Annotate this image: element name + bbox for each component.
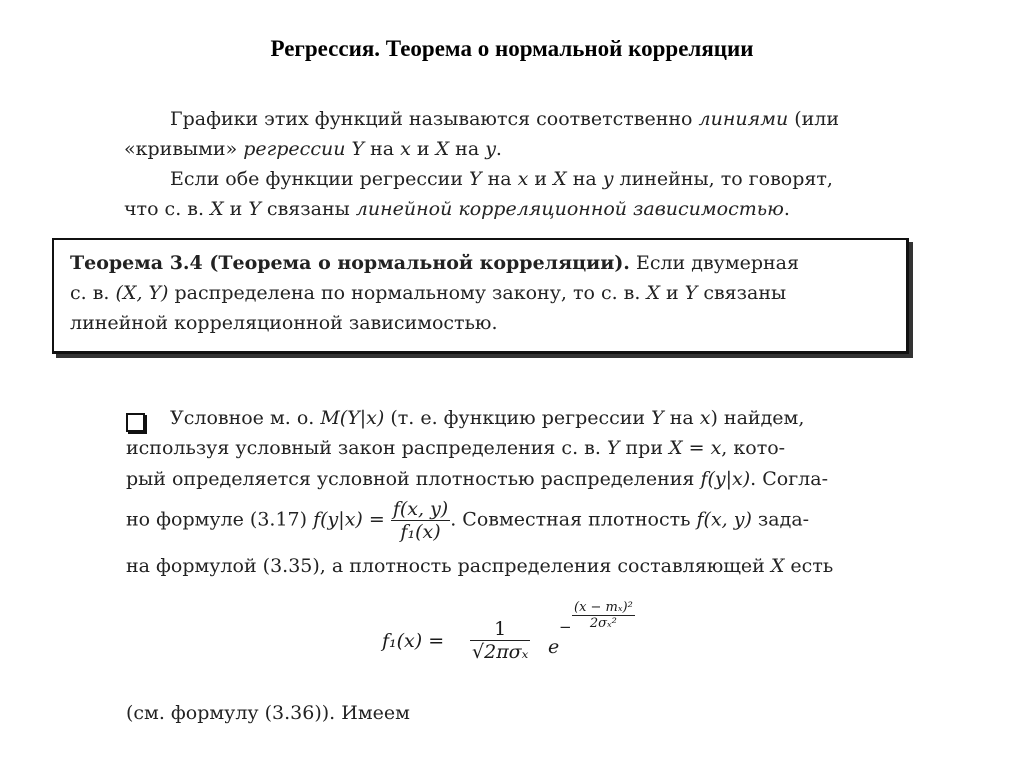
proof-start-icon — [126, 413, 145, 432]
proof-line1: Условное м. о. M(Y|x) (т. е. функцию регрессии Y на x) найдем, — [170, 407, 805, 429]
para1-line2: «кривыми» регрессии Y на x и X на y. — [124, 138, 502, 160]
para2-line1: Если обе функции регрессии Y на x и X на y линейны, то говорят, — [170, 168, 833, 190]
exponent-fraction: $\frac{\text{(x − mₓ)²}}{\text{2σₓ²}}$ — [574, 600, 633, 631]
conditional-density-fraction: $\frac{f(x, y)}{\text{f₁(x)}}$ — [392, 498, 449, 543]
proof-line5: на формулой (3.35), а плотность распределения составляющей X есть — [126, 555, 834, 577]
theorem-heading: Теорема 3.4 (Теорема о нормальной корреляции). — [70, 252, 630, 274]
proof-line3: рый определяется условной плотностью распределения f(y|x). Согла- — [126, 468, 828, 490]
theorem-box — [52, 238, 909, 354]
para1-line1: Графики этих функций называются соответственно линиями (или — [170, 108, 840, 130]
theorem-line2: с. в. (X, Y) распределена по нормальному закону, то с. в. X и Y связаны — [70, 282, 787, 304]
theorem-line3: линейной корреляционной зависимостью. — [70, 312, 498, 334]
proof-line4: но формуле (3.17) f(y|x) = $\frac{f(x, y)}{\text{f₁(x)}}$ . Совместная плотность f(x, y) зада- — [126, 498, 810, 543]
normalizer-fraction: 1 √2πσₓ — [472, 618, 529, 663]
marginal-density-formula: f₁(x) = 1 √2πσₓ e − $\frac{\text{(x − mₓ)²}}{\text{2σₓ²}}$ — [382, 600, 633, 663]
proof-line6: (см. формулу (3.36)). Имеем — [126, 702, 410, 724]
proof-line2: используя условный закон распределения с. в. Y при X = x, кото- — [126, 437, 786, 459]
para2-line2: что с. в. X и Y связаны линейной корреляционной зависимостью. — [124, 198, 790, 220]
theorem-line1: Теорема 3.4 (Теорема о нормальной корреляции). Если двумерная — [70, 252, 799, 274]
slide-title: Регрессия. Теорема о нормальной корреляции — [270, 36, 754, 61]
